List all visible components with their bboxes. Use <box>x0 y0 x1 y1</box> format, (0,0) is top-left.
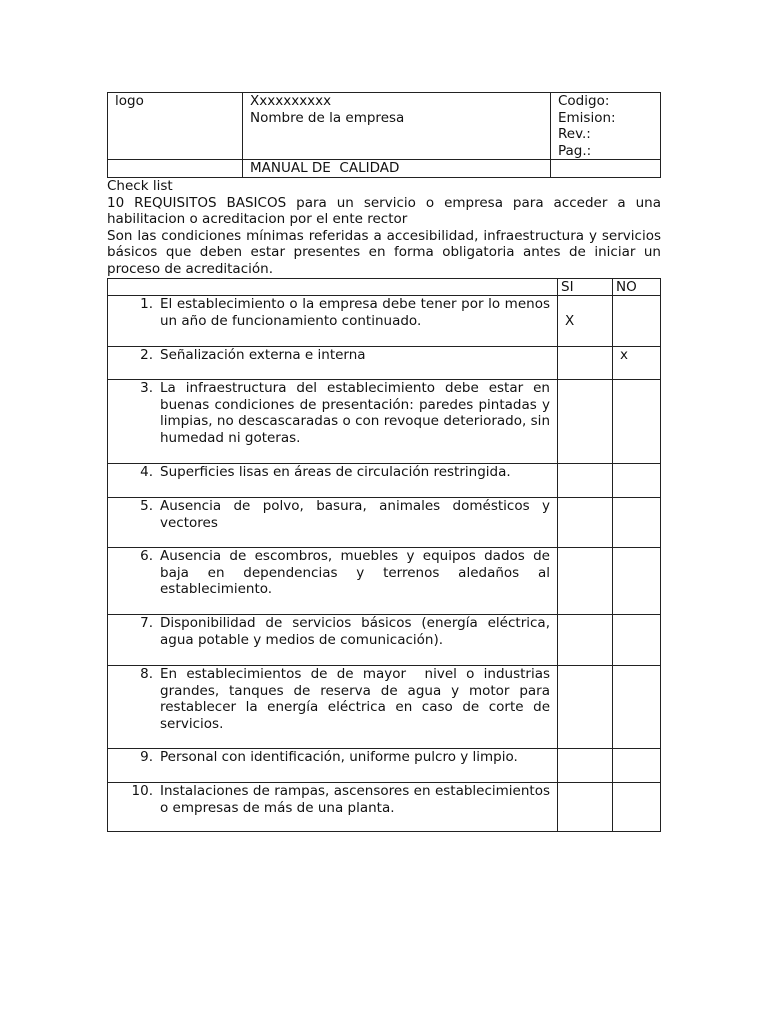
item-text: El establecimiento o la empresa debe tener por lo menos un año de funcionamiento continuado. <box>160 296 550 329</box>
checklist-row <box>108 464 661 498</box>
item-number: 2. <box>140 347 153 364</box>
item-no-mark[interactable] <box>613 749 661 783</box>
item-si-mark[interactable]: X <box>558 296 613 347</box>
item-no-mark[interactable] <box>613 783 661 832</box>
meta-emision: Emision: <box>558 109 616 126</box>
checklist-label: Check list <box>107 178 173 194</box>
item-number: 3. <box>140 380 153 397</box>
document-page <box>107 92 661 832</box>
meta-codigo: Codigo: <box>558 93 610 109</box>
item-text: Ausencia de polvo, basura, animales domésticos y vectores <box>160 498 550 531</box>
checklist-row <box>108 347 661 380</box>
item-si-mark[interactable] <box>558 380 613 464</box>
item-text: Señalización externa e interna <box>160 347 366 364</box>
document-header-table <box>107 92 661 178</box>
requirements-description: Son las condiciones mínimas referidas a accesibilidad, infraestructura y servicios básicos que deben estar presentes en forma obligatoria antes de iniciar un proceso de acreditación. <box>107 227 661 277</box>
checklist-row <box>108 615 661 666</box>
item-number: 1. <box>140 296 153 313</box>
item-number: 7. <box>140 615 153 632</box>
item-no-mark[interactable] <box>613 615 661 666</box>
item-number: 5. <box>140 498 153 515</box>
requirements-heading: 10 REQUISITOS BASICOS para un servicio o empresa para acceder a una habilitacion o acreditacion por el ente rector <box>107 194 661 228</box>
manual-title: MANUAL DE CALIDAD <box>250 160 400 176</box>
item-number: 9. <box>140 749 153 766</box>
company-name: Nombre de la empresa <box>250 109 405 126</box>
item-si-mark[interactable] <box>558 347 613 380</box>
company-code: Xxxxxxxxxx <box>250 93 332 109</box>
manual-title-cell <box>243 160 551 178</box>
intro-text <box>107 178 661 278</box>
item-no-mark[interactable] <box>613 464 661 498</box>
checklist-table <box>107 278 661 833</box>
item-number: 8. <box>140 666 153 683</box>
column-header-no: NO <box>613 278 661 296</box>
item-number: 4. <box>140 464 153 481</box>
checklist-row <box>108 498 661 548</box>
item-si-mark[interactable] <box>558 783 613 832</box>
logo-cell <box>108 93 243 160</box>
empty-cell <box>551 160 661 178</box>
item-text: Ausencia de escombros, muebles y equipos dados de baja en dependencias y terrenos aledaños al establecimiento. <box>160 548 550 598</box>
item-si-mark[interactable] <box>558 464 613 498</box>
item-si-mark[interactable] <box>558 749 613 783</box>
column-header-si: SI <box>558 278 613 296</box>
company-cell <box>243 93 551 160</box>
empty-cell <box>108 160 243 178</box>
logo-placeholder: logo <box>115 93 144 109</box>
item-number: 10. <box>131 783 153 800</box>
checklist-row <box>108 548 661 615</box>
column-header-empty <box>108 278 558 296</box>
document-meta-cell <box>551 93 661 160</box>
item-text: En establecimientos de de mayor nivel o industrias grandes, tanques de reserva de agua y motor para restablecer la energía eléctrica en caso de corte de servicios. <box>160 666 555 732</box>
item-no-mark[interactable]: x <box>613 347 661 380</box>
item-text: Personal con identificación, uniforme pulcro y limpio. <box>160 749 518 766</box>
item-no-mark[interactable] <box>613 296 661 347</box>
checklist-row <box>108 296 661 347</box>
item-si-mark[interactable] <box>558 498 613 548</box>
meta-pag: Pag.: <box>558 142 592 159</box>
checklist-row <box>108 749 661 783</box>
checklist-row <box>108 783 661 832</box>
item-no-mark[interactable] <box>613 548 661 615</box>
item-si-mark[interactable] <box>558 615 613 666</box>
meta-rev: Rev.: <box>558 126 591 142</box>
item-si-mark[interactable] <box>558 666 613 749</box>
item-no-mark[interactable] <box>613 666 661 749</box>
item-number: 6. <box>140 548 153 565</box>
item-si-mark[interactable] <box>558 548 613 615</box>
item-no-mark[interactable] <box>613 380 661 464</box>
item-text: Superficies lisas en áreas de circulación restringida. <box>160 464 511 481</box>
item-no-mark[interactable] <box>613 498 661 548</box>
checklist-row <box>108 380 661 464</box>
item-text: Instalaciones de rampas, ascensores en establecimientos o empresas de más de una planta. <box>160 783 550 816</box>
item-text: La infraestructura del establecimiento debe estar en buenas condiciones de presentación: paredes pintadas y limpias, no descascaradas o con revoque deteriorado, sin humedad ni goteras. <box>160 380 550 446</box>
item-text: Disponibilidad de servicios básicos (energía eléctrica, agua potable y medios de comunicación). <box>160 615 550 648</box>
checklist-row <box>108 666 661 749</box>
